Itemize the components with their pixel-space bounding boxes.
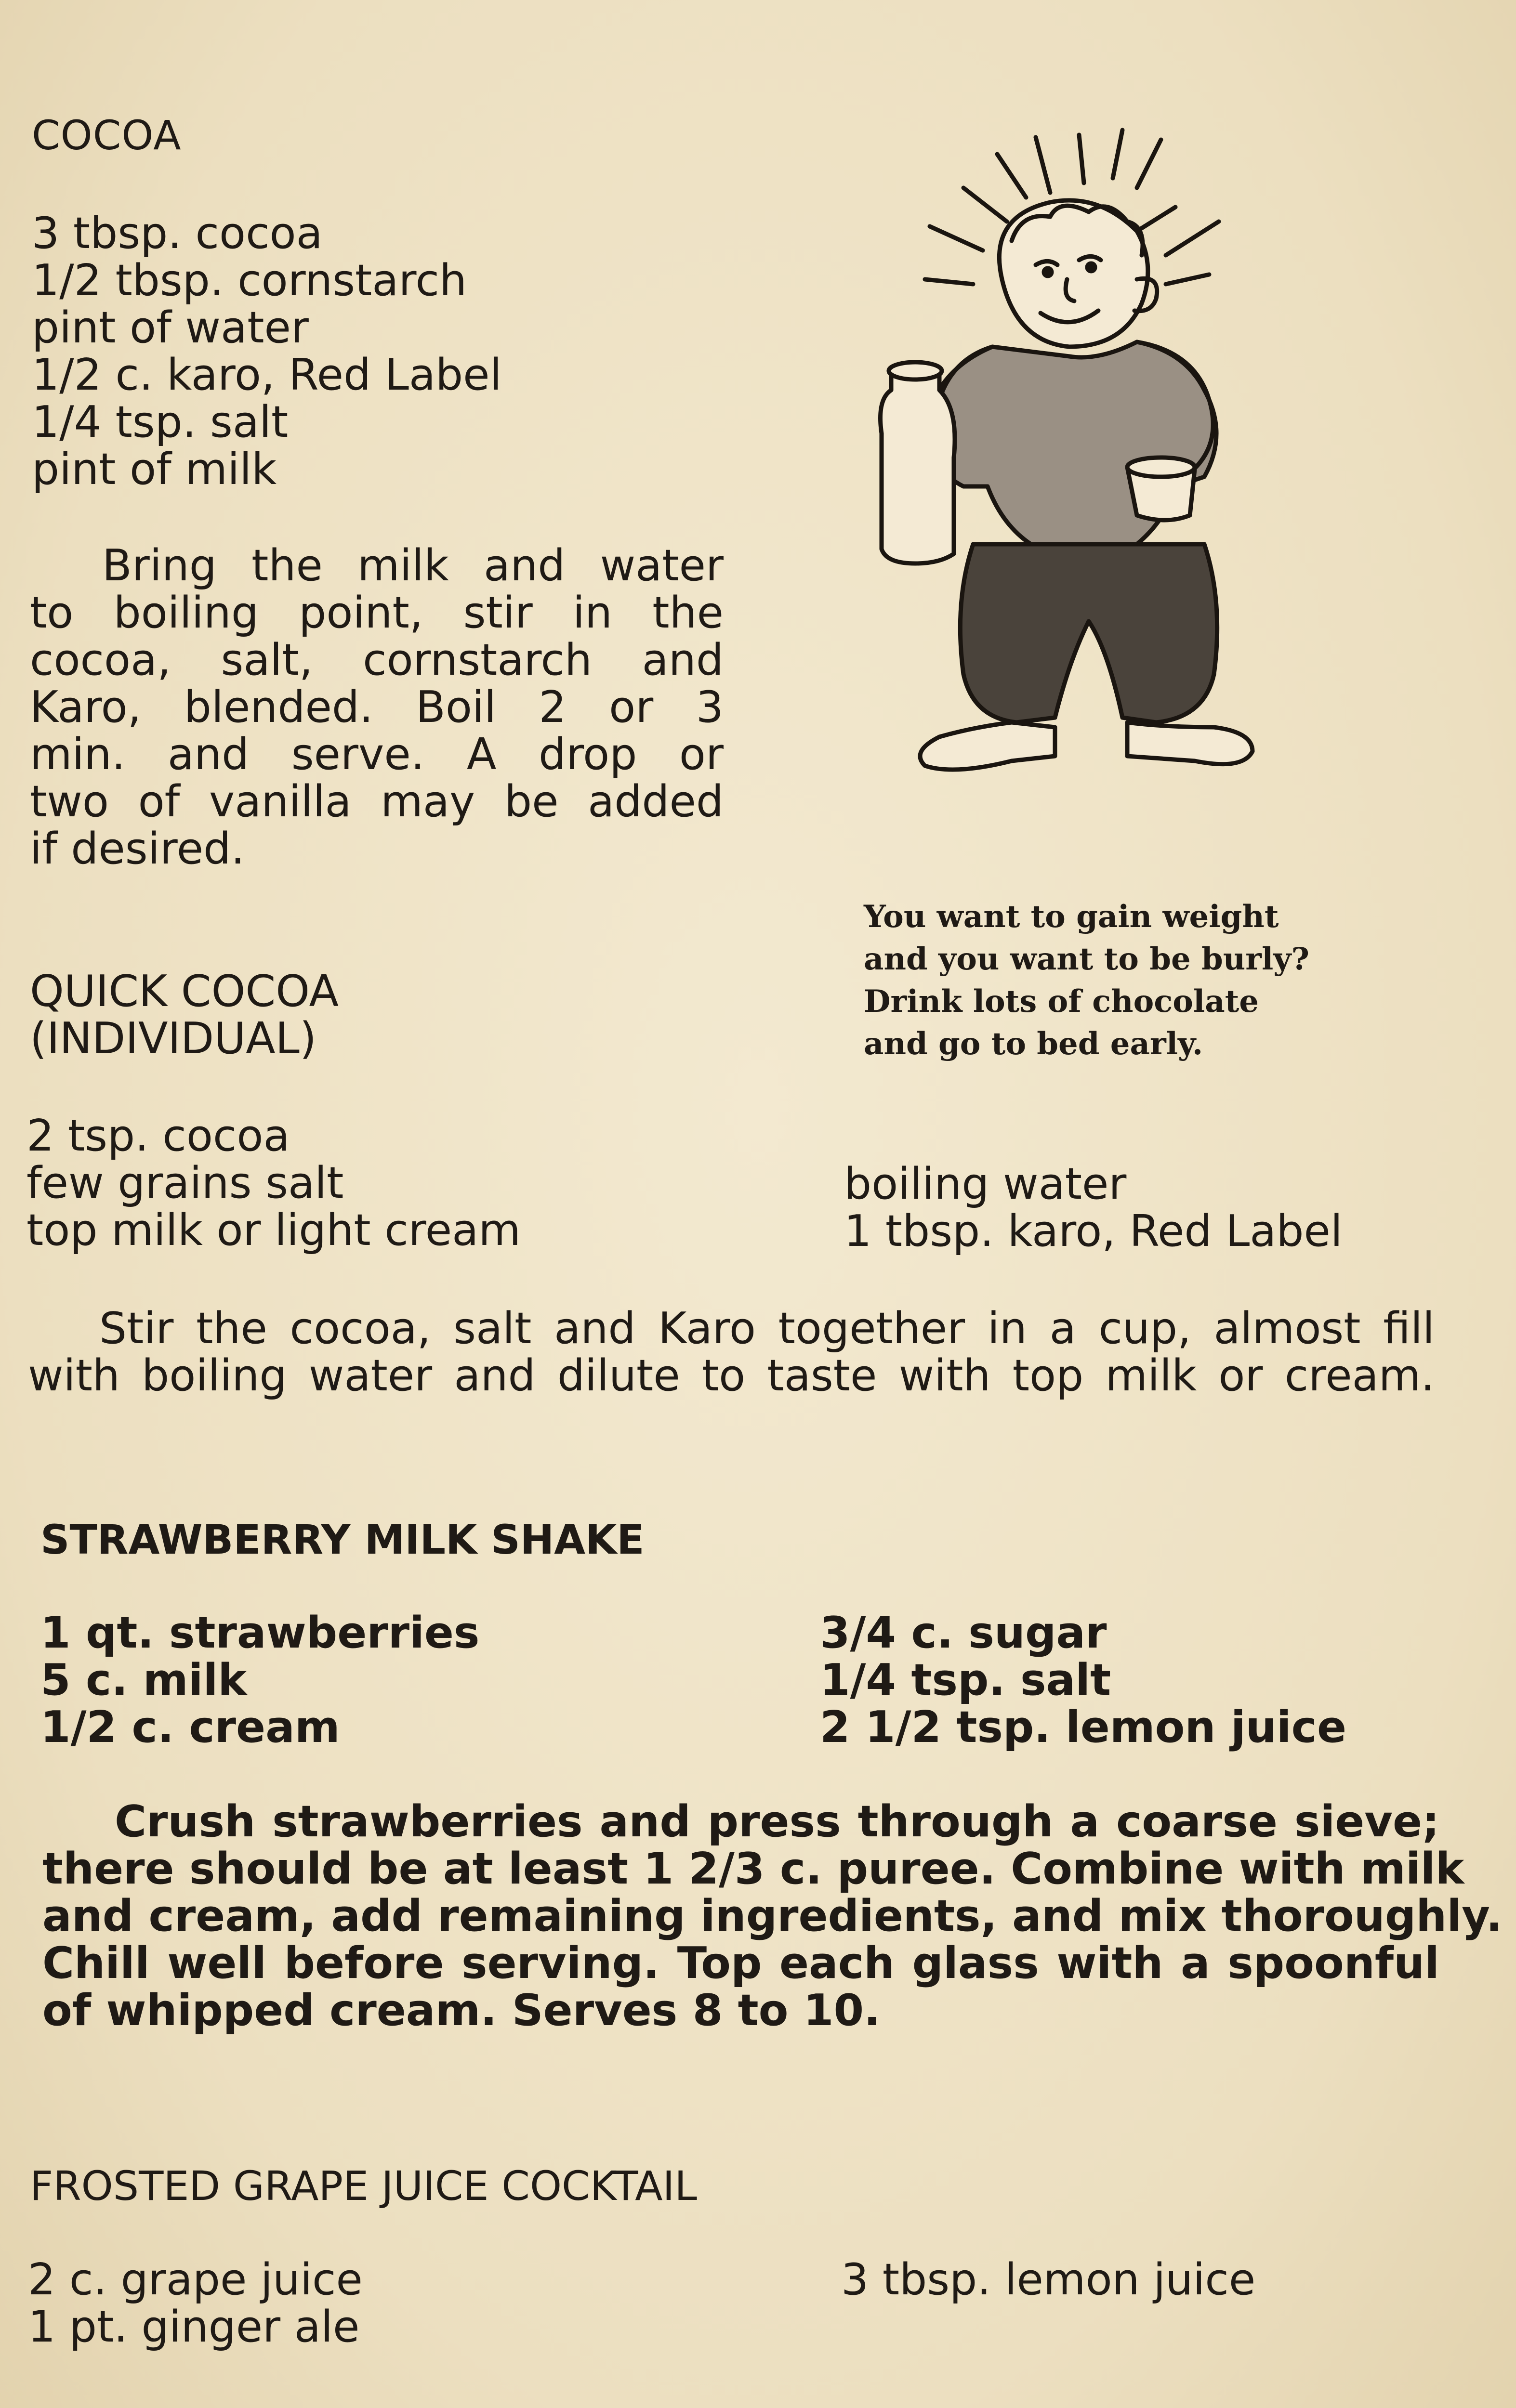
cocoa-directions (30, 542, 724, 873)
ingredient: 2 tsp. cocoa (26, 1111, 290, 1161)
grape-ingredients-left (28, 2256, 363, 2351)
direction-line: and cream, add remaining ingredients, and mix thoroughly. (42, 1891, 1503, 1941)
strong-boy-illustration (829, 120, 1349, 795)
strawberry-directions (42, 1796, 1503, 2036)
ingredient: 1/2 c. cream (40, 1702, 340, 1753)
caption-line: and you want to be burly? (864, 941, 1309, 977)
ingredient: 2 c. grape juice (28, 2254, 363, 2305)
ingredient: few grains salt (26, 1158, 344, 1208)
direction-line: Chill well before serving. Top each glass with a spoonful (42, 1938, 1439, 1989)
ingredient: 1 pt. ginger ale (28, 2302, 360, 2352)
grape-title: FROSTED GRAPE JUICE COCKTAIL (30, 2162, 698, 2210)
direction-line: of whipped cream. Serves 8 to 10. (42, 1985, 881, 2036)
quick-cocoa-ingredients-left (26, 1112, 521, 1254)
direction-line: cocoa, salt, cornstarch and (30, 635, 724, 685)
caption-line: You want to gain weight (864, 899, 1279, 935)
cocoa-title: COCOA (32, 112, 182, 159)
ingredient: 5 c. milk (40, 1655, 247, 1705)
ingredient: 3/4 c. sugar (820, 1608, 1107, 1658)
direction-line: there should be at least 1 2/3 c. puree. Combine with milk (42, 1844, 1464, 1894)
direction-line: min. and serve. A drop or (30, 729, 724, 780)
ingredient: 1 qt. strawberries (40, 1608, 480, 1658)
strawberry-title: STRAWBERRY MILK SHAKE (40, 1516, 645, 1563)
strawberry-ingredients-left (40, 1610, 479, 1751)
ingredient: 1/4 tsp. salt (820, 1655, 1111, 1705)
illustration-caption (864, 896, 1309, 1065)
ingredient: pint of water (32, 302, 309, 353)
direction-line: with boiling water and dilute to taste with top milk or cream. (28, 1350, 1435, 1401)
ingredient: 3 tbsp. lemon juice (841, 2254, 1256, 2305)
grape-ingredients-right (841, 2256, 1255, 2303)
quick-cocoa-ingredients-right (844, 1161, 1343, 1255)
ingredient: top milk or light cream (26, 1205, 521, 1256)
ingredient: pint of milk (32, 444, 277, 495)
title-line: (INDIVIDUAL) (30, 1013, 316, 1064)
direction-line: Stir the cocoa, salt and Karo together in a cup, almost fill (99, 1303, 1435, 1354)
cocoa-ingredients (32, 210, 502, 493)
ingredient: boiling water (844, 1159, 1127, 1209)
direction-line: Bring the milk and water (102, 540, 724, 591)
direction-line: if desired. (30, 824, 245, 874)
ingredient: 1/4 tsp. salt (32, 397, 289, 447)
direction-line: to boiling point, stir in the (30, 588, 724, 638)
ingredient: 2 1/2 tsp. lemon juice (820, 1702, 1347, 1753)
quick-cocoa-title (30, 968, 339, 1062)
ingredient: 1 tbsp. karo, Red Label (844, 1206, 1343, 1256)
caption-line: Drink lots of chocolate (864, 983, 1259, 1020)
direction-line: two of vanilla may be added (30, 776, 724, 827)
ingredient: 1/2 c. karo, Red Label (32, 350, 502, 400)
strawberry-ingredients-right (820, 1610, 1346, 1751)
quick-cocoa-directions (28, 1305, 1435, 1400)
ingredient: 1/2 tbsp. cornstarch (32, 255, 467, 306)
direction-line: Karo, blended. Boil 2 or 3 (30, 682, 724, 733)
direction-line: Crush strawberries and press through a coarse sieve; (115, 1796, 1439, 1847)
caption-line: and go to bed early. (864, 1026, 1203, 1062)
ingredient: 3 tbsp. cocoa (32, 208, 323, 259)
title-line: QUICK COCOA (30, 966, 339, 1017)
